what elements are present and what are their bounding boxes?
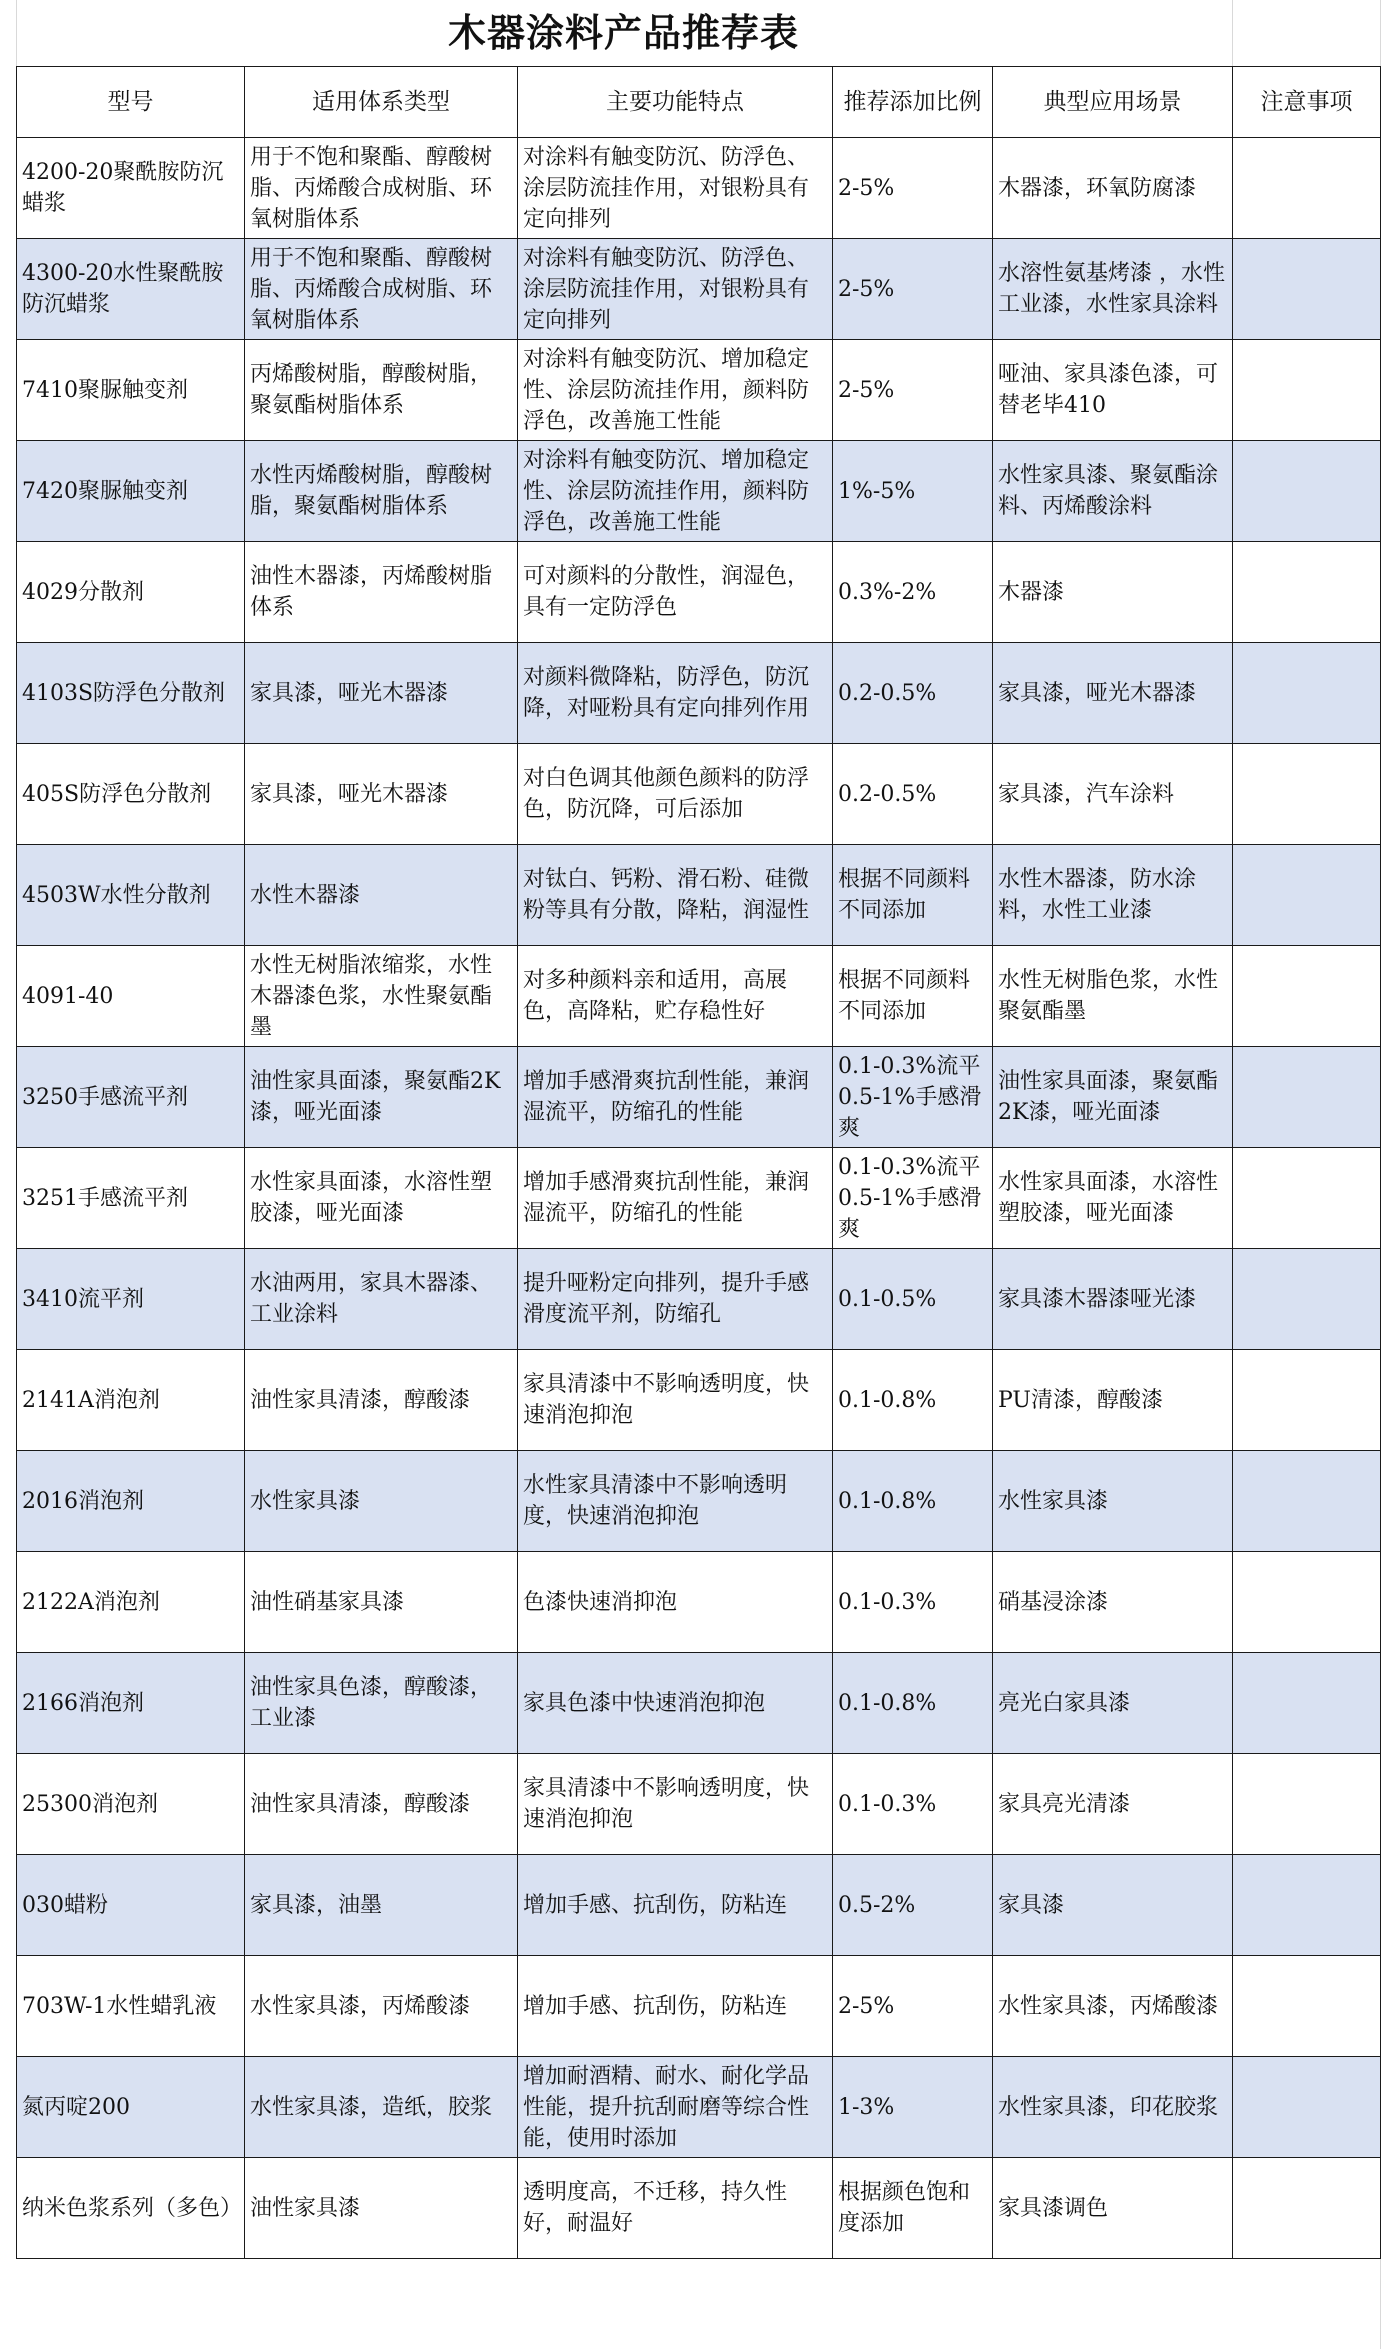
cell-notes[interactable]	[1233, 744, 1381, 845]
cell-notes[interactable]	[1233, 1855, 1381, 1956]
cell-model[interactable]: 7420聚脲触变剂	[17, 441, 245, 542]
cell-system[interactable]: 家具漆，哑光木器漆	[245, 643, 518, 744]
cell-system[interactable]: 丙烯酸树脂，醇酸树脂，聚氨酯树脂体系	[245, 340, 518, 441]
cell-scenario[interactable]: 水性家具漆	[993, 1451, 1233, 1552]
cell-ratio[interactable]: 0.1-0.3%流平0.5-1%手感滑爽	[833, 1047, 993, 1148]
table-row	[17, 441, 1381, 542]
cell-system[interactable]: 水性家具漆，造纸，胶浆	[245, 2057, 518, 2158]
cell-features[interactable]: 透明度高，不迁移，持久性好，耐温好	[518, 2158, 833, 2259]
cell-notes[interactable]	[1233, 1956, 1381, 2057]
table-row	[17, 1148, 1381, 1249]
cell-notes[interactable]	[1233, 1350, 1381, 1451]
table-row	[17, 1249, 1381, 1350]
cell-ratio[interactable]: 0.1-0.3%流平0.5-1%手感滑爽	[833, 1148, 993, 1249]
cell-model[interactable]: 3251手感流平剂	[17, 1148, 245, 1249]
cell-ratio[interactable]: 1%-5%	[833, 441, 993, 542]
header-cell-notes[interactable]: 注意事项	[1233, 67, 1381, 138]
cell-ratio[interactable]: 0.1-0.8%	[833, 1350, 993, 1451]
cell-system[interactable]: 油性家具清漆，醇酸漆	[245, 1350, 518, 1451]
header-cell-scenario[interactable]: 典型应用场景	[993, 67, 1233, 138]
cell-scenario[interactable]: 木器漆，环氧防腐漆	[993, 138, 1233, 239]
cell-features[interactable]: 对白色调其他颜色颜料的防浮色，防沉降，可后添加	[518, 744, 833, 845]
cell-system[interactable]: 用于不饱和聚酯、醇酸树脂、丙烯酸合成树脂、环氧树脂体系	[245, 239, 518, 340]
cell-scenario[interactable]: PU清漆，醇酸漆	[993, 1350, 1233, 1451]
cell-scenario[interactable]: 硝基浸涂漆	[993, 1552, 1233, 1653]
cell-system[interactable]: 水性家具漆	[245, 1451, 518, 1552]
cell-system[interactable]: 油性家具面漆，聚氨酯2K漆，哑光面漆	[245, 1047, 518, 1148]
cell-features[interactable]: 对涂料有触变防沉、防浮色、涂层防流挂作用，对银粉具有定向排列	[518, 138, 833, 239]
cell-scenario[interactable]: 水性家具面漆，水溶性塑胶漆，哑光面漆	[993, 1148, 1233, 1249]
cell-notes[interactable]	[1233, 1249, 1381, 1350]
cell-scenario[interactable]: 水性家具漆，印花胶浆	[993, 2057, 1233, 2158]
cell-ratio[interactable]: 0.1-0.3%	[833, 1552, 993, 1653]
cell-model[interactable]: 氮丙啶200	[17, 2057, 245, 2158]
cell-scenario[interactable]: 木器漆	[993, 542, 1233, 643]
cell-notes[interactable]	[1233, 1451, 1381, 1552]
cell-features[interactable]: 家具清漆中不影响透明度，快速消泡抑泡	[518, 1754, 833, 1855]
cell-ratio[interactable]: 2-5%	[833, 138, 993, 239]
table-row	[17, 138, 1381, 239]
cell-scenario[interactable]: 家具亮光清漆	[993, 1754, 1233, 1855]
cell-ratio[interactable]: 0.2-0.5%	[833, 643, 993, 744]
cell-system[interactable]: 油性硝基家具漆	[245, 1552, 518, 1653]
cell-model[interactable]: 3250手感流平剂	[17, 1047, 245, 1148]
cell-scenario[interactable]: 水溶性氨基烤漆 ，水性工业漆，水性家具涂料	[993, 239, 1233, 340]
cell-ratio[interactable]: 0.1-0.3%	[833, 1754, 993, 1855]
cell-system[interactable]: 家具漆，油墨	[245, 1855, 518, 1956]
cell-features[interactable]: 家具色漆中快速消泡抑泡	[518, 1653, 833, 1754]
cell-features[interactable]: 对钛白、钙粉、滑石粉、硅微粉等具有分散，降粘，润湿性	[518, 845, 833, 946]
cell-notes[interactable]	[1233, 542, 1381, 643]
cell-scenario[interactable]: 水性无树脂色浆，水性聚氨酯墨	[993, 946, 1233, 1047]
cell-scenario[interactable]: 油性家具面漆，聚氨酯2K漆，哑光面漆	[993, 1047, 1233, 1148]
cell-scenario[interactable]: 亮光白家具漆	[993, 1653, 1233, 1754]
cell-model[interactable]: 7410聚脲触变剂	[17, 340, 245, 441]
cell-ratio[interactable]: 2-5%	[833, 1956, 993, 2057]
cell-features[interactable]: 增加手感滑爽抗刮性能，兼润湿流平，防缩孔的性能	[518, 1047, 833, 1148]
table-row	[17, 1653, 1381, 1754]
table-row	[17, 845, 1381, 946]
cell-notes[interactable]	[1233, 1754, 1381, 1855]
cell-system[interactable]: 水性无树脂浓缩浆，水性木器漆色浆，水性聚氨酯墨	[245, 946, 518, 1047]
cell-features[interactable]: 色漆快速消抑泡	[518, 1552, 833, 1653]
cell-features[interactable]: 对颜料微降粘，防浮色，防沉降，对哑粉具有定向排列作用	[518, 643, 833, 744]
cell-system[interactable]: 水性家具漆，丙烯酸漆	[245, 1956, 518, 2057]
table-row	[17, 1855, 1381, 1956]
table-title[interactable]: 木器涂料产品推荐表	[447, 10, 799, 55]
cell-notes[interactable]	[1233, 441, 1381, 542]
cell-ratio[interactable]: 2-5%	[833, 340, 993, 441]
cell-ratio[interactable]: 根据不同颜料不同添加	[833, 946, 993, 1047]
cell-ratio[interactable]: 0.1-0.8%	[833, 1653, 993, 1754]
cell-scenario[interactable]: 水性木器漆，防水涂料，水性工业漆	[993, 845, 1233, 946]
cell-notes[interactable]	[1233, 1552, 1381, 1653]
cell-notes[interactable]	[1233, 239, 1381, 340]
cell-system[interactable]: 水油两用，家具木器漆、工业涂料	[245, 1249, 518, 1350]
table-row	[17, 744, 1381, 845]
cell-scenario[interactable]: 水性家具漆、聚氨酯涂料、丙烯酸涂料	[993, 441, 1233, 542]
table-row	[17, 1350, 1381, 1451]
header-cell-model[interactable]: 型号	[17, 67, 245, 138]
cell-features[interactable]: 增加手感、抗刮伤，防粘连	[518, 1855, 833, 1956]
cell-features[interactable]: 水性家具清漆中不影响透明度，快速消泡抑泡	[518, 1451, 833, 1552]
cell-ratio[interactable]: 根据颜色饱和度添加	[833, 2158, 993, 2259]
cell-model[interactable]: 4300-20水性聚酰胺防沉蜡浆	[17, 239, 245, 340]
cell-model[interactable]: 405S防浮色分散剂	[17, 744, 245, 845]
cell-model[interactable]: 703W-1水性蜡乳液	[17, 1956, 245, 2057]
cell-model[interactable]: 4200-20聚酰胺防沉蜡浆	[17, 138, 245, 239]
cell-notes[interactable]	[1233, 2158, 1381, 2259]
cell-model[interactable]: 25300消泡剂	[17, 1754, 245, 1855]
cell-model[interactable]: 4029分散剂	[17, 542, 245, 643]
cell-model[interactable]: 2016消泡剂	[17, 1451, 245, 1552]
cell-model[interactable]: 030蜡粉	[17, 1855, 245, 1956]
cell-model[interactable]: 4503W水性分散剂	[17, 845, 245, 946]
cell-scenario[interactable]: 水性家具漆，丙烯酸漆	[993, 1956, 1233, 2057]
cell-ratio[interactable]: 0.5-2%	[833, 1855, 993, 1956]
cell-notes[interactable]	[1233, 1148, 1381, 1249]
cell-model[interactable]: 2166消泡剂	[17, 1653, 245, 1754]
cell-model[interactable]: 4103S防浮色分散剂	[17, 643, 245, 744]
cell-ratio[interactable]: 0.3%-2%	[833, 542, 993, 643]
cell-notes[interactable]	[1233, 2057, 1381, 2158]
cell-features[interactable]: 家具清漆中不影响透明度，快速消泡抑泡	[518, 1350, 833, 1451]
cell-ratio[interactable]: 1-3%	[833, 2057, 993, 2158]
table-row	[17, 1754, 1381, 1855]
table-row	[17, 1451, 1381, 1552]
cell-features[interactable]: 对涂料有触变防沉、增加稳定性、涂层防流挂作用，颜料防浮色，改善施工性能	[518, 441, 833, 542]
cell-notes[interactable]	[1233, 845, 1381, 946]
table-row	[17, 542, 1381, 643]
cell-features[interactable]: 对涂料有触变防沉、防浮色、涂层防流挂作用，对银粉具有定向排列	[518, 239, 833, 340]
cell-notes[interactable]	[1233, 138, 1381, 239]
cell-notes[interactable]	[1233, 340, 1381, 441]
product-table	[16, 66, 1381, 2259]
table-row	[17, 2057, 1381, 2158]
table-row	[17, 2158, 1381, 2259]
cell-ratio[interactable]: 2-5%	[833, 239, 993, 340]
sheet-gridline	[1232, 0, 1233, 66]
header-cell-features[interactable]: 主要功能特点	[518, 67, 833, 138]
cell-model[interactable]: 2141A消泡剂	[17, 1350, 245, 1451]
header-row	[17, 67, 1381, 138]
table-row	[17, 1047, 1381, 1148]
cell-features[interactable]: 增加手感、抗刮伤，防粘连	[518, 1956, 833, 2057]
cell-ratio[interactable]: 0.1-0.8%	[833, 1451, 993, 1552]
table-row	[17, 340, 1381, 441]
cell-features[interactable]: 增加手感滑爽抗刮性能，兼润湿流平，防缩孔的性能	[518, 1148, 833, 1249]
cell-system[interactable]: 水性木器漆	[245, 845, 518, 946]
cell-ratio[interactable]: 0.1-0.5%	[833, 1249, 993, 1350]
cell-system[interactable]: 油性家具清漆，醇酸漆	[245, 1754, 518, 1855]
cell-scenario[interactable]: 家具漆，哑光木器漆	[993, 643, 1233, 744]
table-row	[17, 239, 1381, 340]
cell-system[interactable]: 用于不饱和聚酯、醇酸树脂、丙烯酸合成树脂、环氧树脂体系	[245, 138, 518, 239]
header-cell-ratio[interactable]: 推荐添加比例	[833, 67, 993, 138]
cell-features[interactable]: 提升哑粉定向排列，提升手感滑度流平剂，防缩孔	[518, 1249, 833, 1350]
cell-notes[interactable]	[1233, 643, 1381, 744]
cell-features[interactable]: 可对颜料的分散性，润湿色，具有一定防浮色	[518, 542, 833, 643]
table-row	[17, 1552, 1381, 1653]
cell-model[interactable]: 2122A消泡剂	[17, 1552, 245, 1653]
cell-notes[interactable]	[1233, 946, 1381, 1047]
cell-features[interactable]: 对涂料有触变防沉、增加稳定性、涂层防流挂作用，颜料防浮色，改善施工性能	[518, 340, 833, 441]
cell-features[interactable]: 对多种颜料亲和适用，高展色，高降粘，贮存稳性好	[518, 946, 833, 1047]
cell-model[interactable]: 纳米色浆系列（多色）	[17, 2158, 245, 2259]
table-row	[17, 946, 1381, 1047]
cell-system[interactable]: 家具漆，哑光木器漆	[245, 744, 518, 845]
cell-system[interactable]: 水性家具面漆，水溶性塑胶漆，哑光面漆	[245, 1148, 518, 1249]
cell-notes[interactable]	[1233, 1653, 1381, 1754]
cell-model[interactable]: 3410流平剂	[17, 1249, 245, 1350]
cell-system[interactable]: 油性家具色漆，醇酸漆，工业漆	[245, 1653, 518, 1754]
table-row	[17, 643, 1381, 744]
table-row	[17, 1956, 1381, 2057]
cell-scenario[interactable]: 家具漆木器漆哑光漆	[993, 1249, 1233, 1350]
cell-scenario[interactable]: 哑油、家具漆色漆，可替老毕410	[993, 340, 1233, 441]
cell-system[interactable]: 水性丙烯酸树脂，醇酸树脂，聚氨酯树脂体系	[245, 441, 518, 542]
header-cell-system[interactable]: 适用体系类型	[245, 67, 518, 138]
cell-notes[interactable]	[1233, 1047, 1381, 1148]
cell-scenario[interactable]: 家具漆	[993, 1855, 1233, 1956]
cell-features[interactable]: 增加耐酒精、耐水、耐化学品性能，提升抗刮耐磨等综合性能，使用时添加	[518, 2057, 833, 2158]
cell-system[interactable]: 油性家具漆	[245, 2158, 518, 2259]
cell-model[interactable]: 4091-40	[17, 946, 245, 1047]
cell-ratio[interactable]: 根据不同颜料不同添加	[833, 845, 993, 946]
cell-scenario[interactable]: 家具漆调色	[993, 2158, 1233, 2259]
cell-scenario[interactable]: 家具漆，汽车涂料	[993, 744, 1233, 845]
cell-system[interactable]: 油性木器漆，丙烯酸树脂体系	[245, 542, 518, 643]
cell-ratio[interactable]: 0.2-0.5%	[833, 744, 993, 845]
